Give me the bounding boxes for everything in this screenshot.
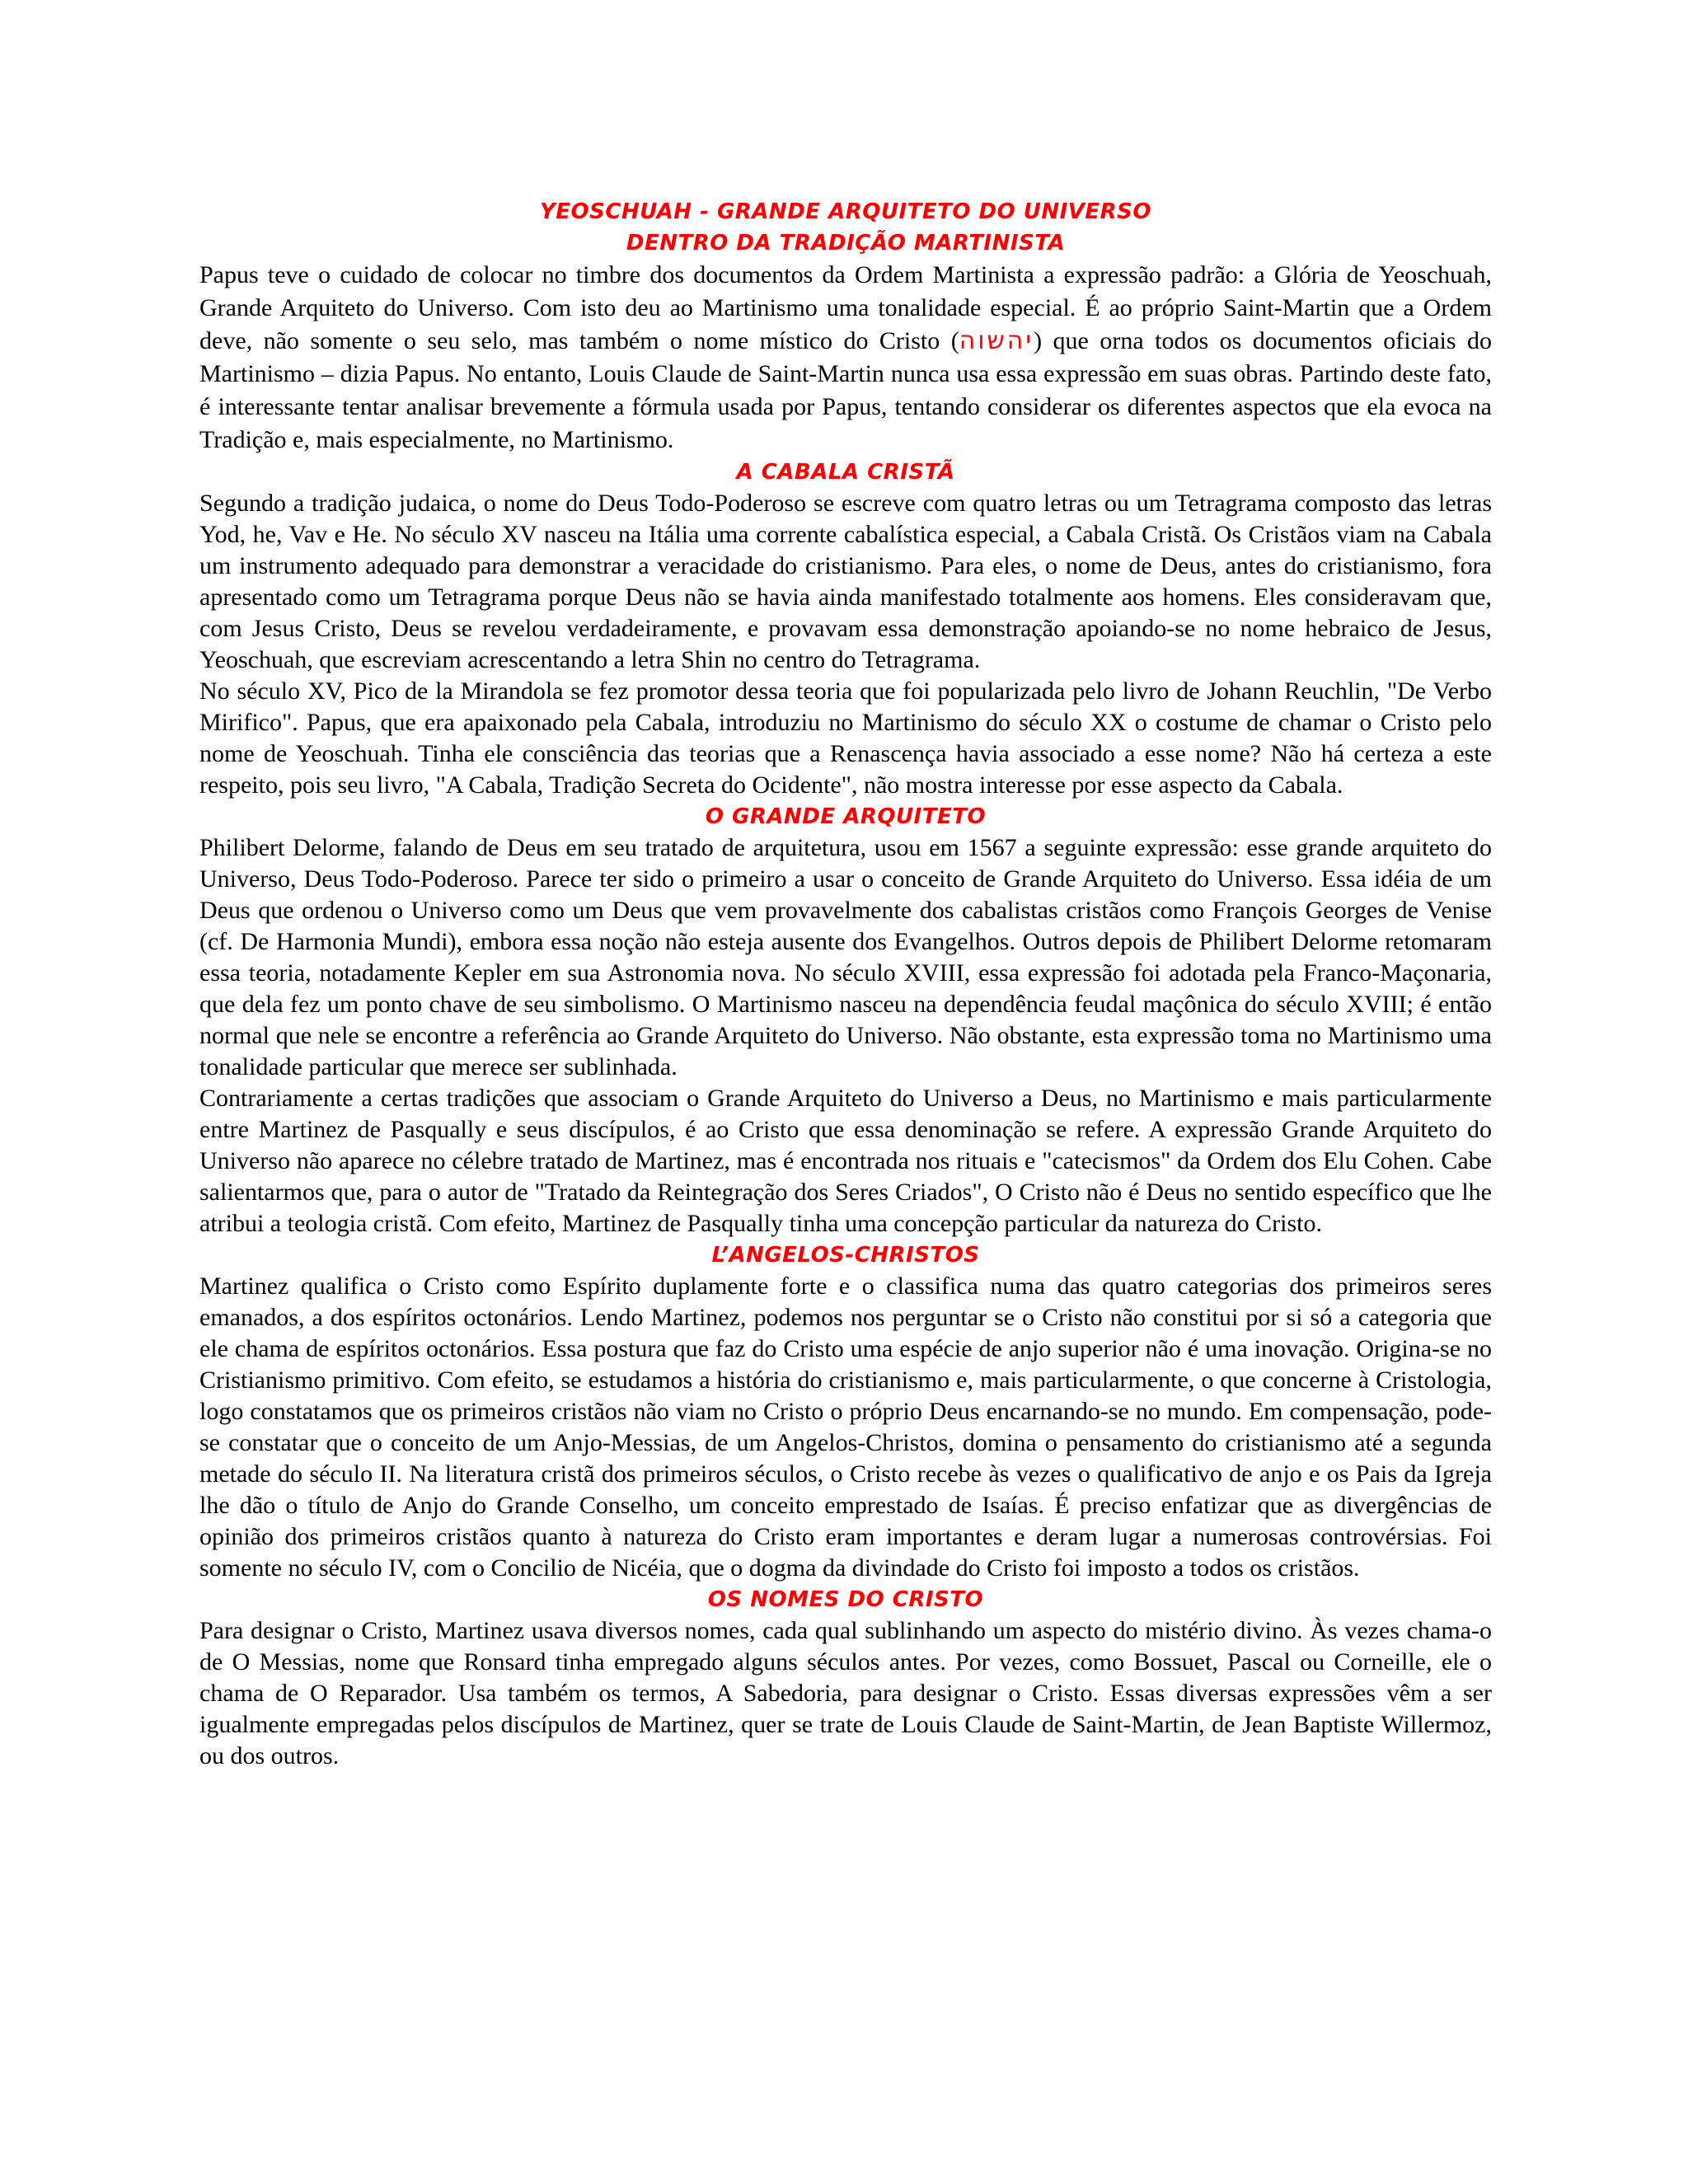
heading-grande-arquiteto: O GRANDE ARQUITETO: [705, 804, 987, 829]
nomes-paragraph-1: Para designar o Cristo, Martinez usava diversos nomes, cada qual sublinhando um aspecto do mistério divino. Às vezes chama-o de O Messias, nome que Ronsard tinha empregado alguns séculos antes. Por vezes, como Bossuet, Pascal ou Corneille, ele o chama de O Reparador. Usa também os termos, A Sabedoria, para designar o Cristo. Essas diversas expressões vêm a ser igualmente empregadas pelos discípulos de Martinez, quer se trate de Louis Claude de Saint-Martin, de Jean Baptiste Willermoz, ou dos outros.: [199, 1617, 1492, 1769]
heading-angelos-christos: L’ANGELOS-CHRISTOS: [711, 1243, 980, 1268]
cabala-paragraph-2: No século XV, Pico de la Mirandola se fez promotor dessa teoria que foi popularizada pelo livro de Johann Reuchlin, "De Verbo Mirifico". Papus, que era apaixonado pela Cabala, introduziu no Martinismo do século XX o costume de chamar o Cristo pelo nome de Yeoschuah. Tinha ele consciência das teorias que a Renascença havia associado a esse nome? Não há certeza a este respeito, pois seu livro, "A Cabala, Tradição Secreta do Ocidente", não mostra interesse por esse aspecto da Cabala.: [199, 677, 1492, 799]
intro-paragraph: [199, 259, 1492, 457]
intro-text-part-1: Papus teve o cuidado de colocar no timbre dos documentos da Ordem Martinista a expressão padrão: a Glória de Yeoschuah, Grande Arquiteto do Universo. Com isto deu ao Martinismo uma tonalidade especial. É ao próprio Saint-Martin que a Ordem deve, não somente o seu selo, mas também o nome místico do Cristo (: [199, 261, 1492, 354]
heading-nomes-do-cristo: OS NOMES DO CRISTO: [707, 1587, 984, 1612]
hebrew-name: יהשוה: [959, 326, 1034, 355]
arquiteto-paragraph-2: Contrariamente a certas tradições que associam o Grande Arquiteto do Universo a Deus, no Martinismo e mais particularmente entre Martinez de Pasqually e seus discípulos, é ao Cristo que essa denominação se refere. A expressão Grande Arquiteto do Universo não aparece no célebre tratado de Martinez, mas é encontrada nos rituais e "catecismos" da Ordem dos Elu Cohen. Cabe salientarmos que, para o autor de "Tratado da Reintegração dos Seres Criados", O Cristo não é Deus no sentido específico que lhe atribui a teologia cristã. Com efeito, Martinez de Pasqually tinha uma concepção particular da natureza do Cristo.: [199, 1085, 1492, 1237]
document-page: [199, 196, 1492, 1772]
arquiteto-paragraph-1: Philibert Delorme, falando de Deus em seu tratado de arquitetura, usou em 1567 a seguinte expressão: esse grande arquiteto do Universo, Deus Todo-Poderoso. Parece ter sido o primeiro a usar o conceito de Grande Arquiteto do Universo. Essa idéia de um Deus que ordenou o Universo como um Deus que vem provavelmente dos cabalistas cristãos como François Georges de Venise (cf. De Harmonia Mundi), embora essa noção não esteja ausente dos Evangelhos. Outros depois de Philibert Delorme retomaram essa teoria, notadamente Kepler em sua Astronomia nova. No século XVIII, essa expressão foi adotada pela Franco-Maçonaria, que dela fez um ponto chave de seu simbolismo. O Martinismo nasceu na dependência feudal maçônica do século XVIII; é então normal que nele se encontre a referência ao Grande Arquiteto do Universo. Não obstante, esta expressão toma no Martinismo uma tonalidade particular que merece ser sublinhada.: [199, 834, 1492, 1080]
cabala-paragraph-1: Segundo a tradição judaica, o nome do Deus Todo-Poderoso se escreve com quatro letras ou um Tetragrama composto das letras Yod, he, Vav e He. No século XV nasceu na Itália uma corrente cabalística especial, a Cabala Cristã. Os Cristãos viam na Cabala um instrumento adequado para demonstrar a veracidade do cristianismo. Para eles, o nome de Deus, antes do cristianismo, fora apresentado como um Tetragrama porque Deus não se havia ainda manifestado totalmente aos homens. Eles consideravam que, com Jesus Cristo, Deus se revelou verdadeiramente, e provavam essa demonstração apoiando-se no nome hebraico de Jesus, Yeoschuah, que escreviam acrescentando a letra Shin no centro do Tetragrama.: [199, 490, 1492, 673]
title-line-1: YEOSCHUAH - GRANDE ARQUITETO DO UNIVERSO: [539, 199, 1152, 224]
title-line-2: DENTRO DA TRADIÇÃO MARTINISTA: [626, 231, 1066, 255]
intro-text-part-2: ) que orna todos os documentos oficiais do Martinismo – dizia Papus. No entanto, Louis Claude de Saint-Martin nunca usa essa expressão em suas obras. Partindo deste fato, é interessante tentar analisar brevemente a fórmula usada por Papus, tentando considerar os diferentes aspectos que ela evoca na Tradição e, mais especialmente, no Martinismo.: [199, 327, 1492, 453]
heading-cabala-crista: A CABALA CRISTÃ: [736, 460, 955, 485]
angelos-paragraph-1: Martinez qualifica o Cristo como Espírito duplamente forte e o classifica numa das quatro categorias dos primeiros seres emanados, a dos espíritos octonários. Lendo Martinez, podemos nos perguntar se o Cristo não constitui por si só a categoria que ele chama de espíritos octonários. Essa postura que faz do Cristo uma espécie de anjo superior não é uma inovação. Origina-se no Cristianismo primitivo. Com efeito, se estudamos a história do cristianismo e, mais particularmente, o que concerne à Cristologia, logo constatamos que os primeiros cristãos não viam no Cristo o próprio Deus encarnando-se no mundo. Em compensação, pode-se constatar que o conceito de um Anjo-Messias, de um Angelos-Christos, domina o pensamento do cristianismo até a segunda metade do século II. Na literatura cristã dos primeiros séculos, o Cristo recebe às vezes o qualificativo de anjo e os Pais da Igreja lhe dão o título de Anjo do Grande Conselho, um conceito emprestado de Isaías. É preciso enfatizar que as divergências de opinião dos primeiros cristãos quanto à natureza do Cristo eram importantes e deram lugar a numerosas controvérsias. Foi somente no século IV, com o Concilio de Nicéia, que o dogma da divindade do Cristo foi imposto a todos os cristãos.: [199, 1272, 1492, 1582]
